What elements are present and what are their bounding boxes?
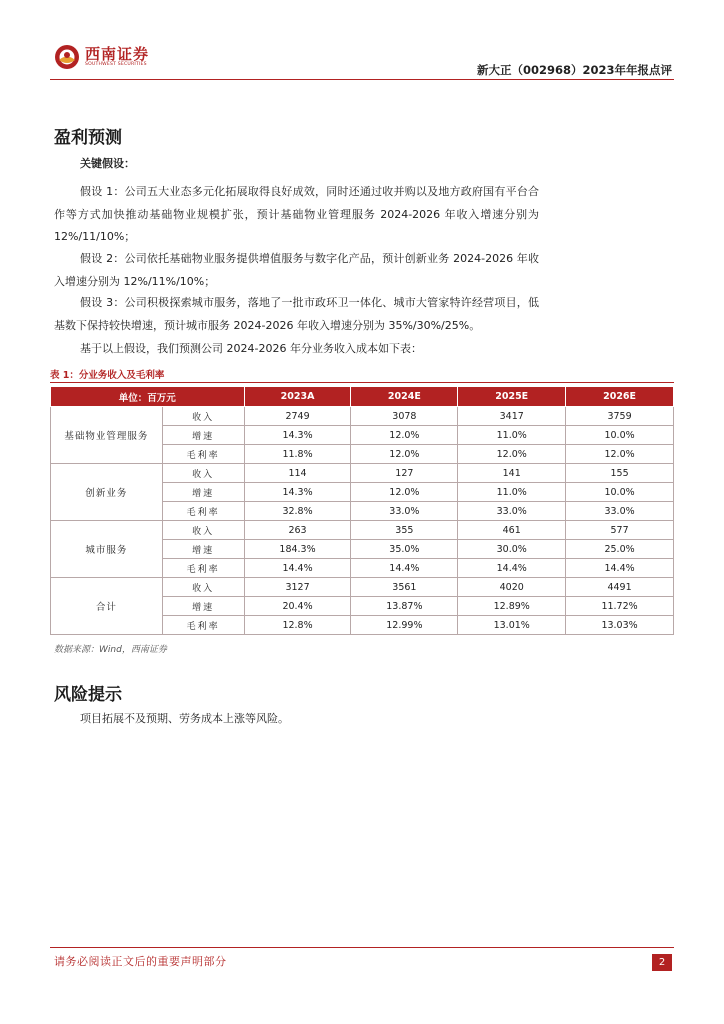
risk-text: 项目拓展不及预期、劳务成本上涨等风险。 — [80, 712, 289, 725]
table-cell: 14.4% — [244, 559, 351, 578]
table-cell: 10.0% — [566, 426, 674, 445]
table-cell: 14.4% — [566, 559, 674, 578]
table-cell: 33.0% — [351, 502, 458, 521]
table-cell: 35.0% — [351, 540, 458, 559]
table-cell: 14.3% — [244, 483, 351, 502]
footer-divider — [50, 947, 674, 948]
column-header: 2025E — [458, 387, 566, 407]
table-cell: 12.0% — [458, 445, 566, 464]
key-assumptions-label: 关键假设： — [80, 157, 135, 170]
table-cell: 12.8% — [244, 616, 351, 635]
table-cell: 13.87% — [351, 597, 458, 616]
footer-disclaimer: 请务必阅读正文后的重要声明部分 — [54, 955, 227, 968]
company-logo — [54, 44, 149, 70]
table-row — [51, 464, 674, 483]
table-cell: 355 — [351, 521, 458, 540]
table-cell: 114 — [244, 464, 351, 483]
segment-name: 合计 — [51, 578, 163, 635]
forecast-summary: 基于以上假设，我们预测公司 2024-2026 年分业务收入成本如下表： — [80, 342, 422, 355]
metric-label: 增速 — [162, 540, 244, 559]
column-header: 2026E — [566, 387, 674, 407]
metric-label: 收入 — [162, 578, 244, 597]
table-cell: 3561 — [351, 578, 458, 597]
metric-label: 增速 — [162, 597, 244, 616]
table-cell: 12.0% — [351, 426, 458, 445]
table-cell: 577 — [566, 521, 674, 540]
table-cell: 33.0% — [566, 502, 674, 521]
table-cell: 3078 — [351, 407, 458, 426]
table-row — [51, 521, 674, 540]
metric-label: 收入 — [162, 464, 244, 483]
table-header-row — [51, 387, 674, 407]
table-cell: 14.4% — [351, 559, 458, 578]
logo-chinese-name: 西南证券 — [85, 45, 150, 63]
unit-header: 单位：百万元 — [51, 387, 245, 407]
table-cell: 4020 — [458, 578, 566, 597]
segment-name: 基础物业管理服务 — [51, 407, 163, 464]
table-cell: 11.0% — [458, 483, 566, 502]
column-header: 2024E — [351, 387, 458, 407]
segment-name: 创新业务 — [51, 464, 163, 521]
table-top-rule — [50, 382, 674, 383]
profit-forecast-heading: 盈利预测 — [54, 128, 122, 148]
table-cell: 25.0% — [566, 540, 674, 559]
table-cell: 4491 — [566, 578, 674, 597]
table-cell: 13.03% — [566, 616, 674, 635]
table-cell: 155 — [566, 464, 674, 483]
table-cell: 127 — [351, 464, 458, 483]
table-cell: 12.89% — [458, 597, 566, 616]
metric-label: 毛利率 — [162, 445, 244, 464]
column-header: 2023A — [244, 387, 351, 407]
table-cell: 2749 — [244, 407, 351, 426]
table-cell: 30.0% — [458, 540, 566, 559]
table-cell: 12.0% — [351, 483, 458, 502]
table-row — [51, 407, 674, 426]
forecast-table — [50, 386, 674, 635]
table-cell: 141 — [458, 464, 566, 483]
page-number: 2 — [652, 954, 672, 971]
table-cell: 12.0% — [351, 445, 458, 464]
table-cell: 184.3% — [244, 540, 351, 559]
metric-label: 收入 — [162, 521, 244, 540]
table-cell: 461 — [458, 521, 566, 540]
table-cell: 12.99% — [351, 616, 458, 635]
report-title: 新大正（002968）2023年年报点评 — [476, 63, 672, 77]
table-caption: 表 1：分业务收入及毛利率 — [50, 370, 165, 381]
table-cell: 11.0% — [458, 426, 566, 445]
table-cell: 14.4% — [458, 559, 566, 578]
table-cell: 12.0% — [566, 445, 674, 464]
table-cell: 3417 — [458, 407, 566, 426]
table-source: 数据来源：Wind，西南证券 — [54, 645, 167, 655]
metric-label: 毛利率 — [162, 559, 244, 578]
table-cell: 13.01% — [458, 616, 566, 635]
metric-label: 收入 — [162, 407, 244, 426]
assumption-1: 假设 1：公司五大业态多元化拓展取得良好成效，同时还通过收并购以及地方政府国有平台合作等方式加快推动基础物业规模扩张，预计基础物业管理服务 2024-2026 年收入增速分别为 12%/11/10%； — [54, 185, 539, 243]
table-cell: 14.3% — [244, 426, 351, 445]
table-cell: 3759 — [566, 407, 674, 426]
assumption-2: 假设 2：公司依托基础物业服务提供增值服务与数字化产品，预计创新业务 2024-2026 年收入增速分别为 12%/11%/10%； — [54, 252, 539, 288]
metric-label: 毛利率 — [162, 616, 244, 635]
metric-label: 增速 — [162, 483, 244, 502]
table-cell: 20.4% — [244, 597, 351, 616]
risk-heading: 风险提示 — [54, 685, 122, 705]
table-cell: 11.72% — [566, 597, 674, 616]
logo-emblem-icon — [54, 44, 80, 70]
table-cell: 10.0% — [566, 483, 674, 502]
header-divider — [50, 79, 674, 80]
segment-name: 城市服务 — [51, 521, 163, 578]
metric-label: 毛利率 — [162, 502, 244, 521]
table-cell: 11.8% — [244, 445, 351, 464]
table-cell: 3127 — [244, 578, 351, 597]
metric-label: 增速 — [162, 426, 244, 445]
table-row — [51, 578, 674, 597]
table-cell: 32.8% — [244, 502, 351, 521]
logo-english-name: SOUTHWEST SECURITIES — [85, 62, 147, 67]
table-cell: 263 — [244, 521, 351, 540]
table-cell: 33.0% — [458, 502, 566, 521]
assumption-3: 假设 3：公司积极探索城市服务，落地了一批市政环卫一体化、城市大管家特许经营项目，低基数下保持较快增速，预计城市服务 2024-2026 年收入增速分别为 35%/30%/25%。 — [54, 296, 539, 332]
